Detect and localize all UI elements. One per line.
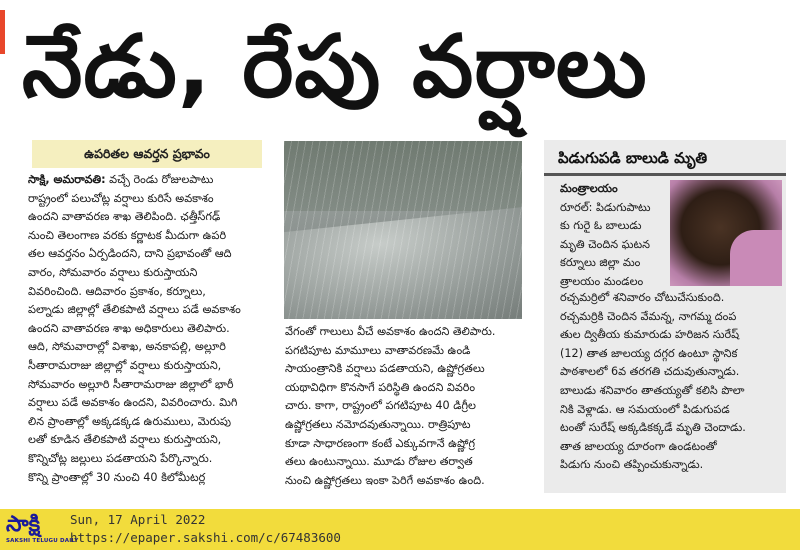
left-line: వివరించింది. ఆదివారం ప్రకాశం, కర్నూలు, bbox=[28, 284, 206, 298]
sidebar-line: టంతో సురేష్ అక్కడికక్కడే మృతి చెందాడు. bbox=[560, 421, 746, 435]
sidebar-line: (12) తాత జాలయ్య దగ్గర ఉంటూ స్థానిక bbox=[560, 346, 738, 360]
footer-bar bbox=[0, 509, 800, 550]
left-line: నుంచి తెలంగాణ వరకు కర్ణాటక మీదుగా ఉపరి bbox=[28, 228, 227, 242]
sidebar-wide-text bbox=[560, 289, 776, 475]
left-accent-bar bbox=[0, 10, 5, 54]
sidebar-line: కర్నూలు జిల్లా మం bbox=[560, 256, 641, 270]
rain-photo bbox=[284, 141, 522, 319]
sidebar-title: పిడుగుపడి బాలుడి మృతి bbox=[558, 149, 708, 167]
middle-line: వేగంతో గాలులు వీచే అవకాశం ఉందని తెలిపారు. bbox=[285, 325, 496, 338]
left-line: కొన్నిచోట్ల జల్లులు పడతాయని పేర్కొన్నారు. bbox=[28, 451, 213, 465]
dateline: సాక్షి, అమరావతి: bbox=[28, 173, 106, 186]
sidebar-line: రచ్చమర్రికి చెందిన వేమన్న, నాగమ్మ దంప bbox=[560, 309, 737, 323]
left-line: వారం, సోమవారం వర్షాలు కురుస్తాయని bbox=[28, 265, 198, 279]
sidebar-line: రచ్చమర్రిలో శనివారం చోటుచేసుకుంది. bbox=[560, 291, 725, 304]
sidebar-line: రూరల్: పిడుగుపాటు bbox=[560, 200, 651, 214]
publication-date: Sun, 17 April 2022 bbox=[70, 512, 206, 527]
sidebar-line: తాత జాలయ్య దూరంగా ఉండటంతో bbox=[560, 439, 717, 453]
sidebar-narrow-text bbox=[560, 180, 665, 292]
sidebar-line: మృతి చెందిన ఘటన bbox=[560, 237, 650, 251]
logo-text: సాక్షి bbox=[6, 512, 41, 537]
left-line: సీతారామరాజు జిల్లాల్లో వర్షాలు కురుస్తాయని, bbox=[28, 358, 222, 372]
left-line: వర్షాలు పడే అవకాశం ఉందని, వివరించారు. మిగి bbox=[28, 396, 238, 410]
logo-subtitle: SAKSHI TELUGU DAILY bbox=[6, 538, 79, 544]
middle-line: యథావిధిగా కొనసాగే పరిస్థితి ఉందని వివరిం bbox=[285, 380, 476, 394]
left-line: పల్నాడు జిల్లాల్లో తేలికపాటి వర్షాలు పడే అవకాశం bbox=[28, 303, 241, 317]
middle-line: కూడా సాధారణంగా కంటే ఎక్కువగానే ఉష్ణోగ్ర bbox=[285, 436, 475, 450]
sidebar-line: నికి వెళ్లాడు. ఆ సమయంలో పిడుగుపడ bbox=[560, 402, 730, 416]
left-line: ఉందని వాతావరణ శాఖ అధికారులు తెలిపారు. bbox=[28, 321, 230, 335]
sidebar-line: పిడుగు నుంచి తప్పించుకున్నాడు. bbox=[560, 458, 704, 472]
middle-line: తలు ఉంటున్నాయి. మూడు రోజుల తర్వాత bbox=[285, 455, 473, 469]
sidebar-article bbox=[544, 140, 786, 493]
left-line: తల ఆవర్తనం ఏర్పడిందని, దాని ప్రభావంతో ఆది bbox=[28, 247, 232, 261]
middle-line: ఉష్ణోగ్రతలు నమోదవుతున్నాయి. రాత్రిపూట bbox=[285, 417, 471, 431]
left-line: లతో కూడిన తేలికపాటి వర్షాలు కురుస్తాయని, bbox=[28, 433, 222, 447]
sidebar-line: పాఠశాలలో 6వ తరగతి చదువుతున్నాడు. bbox=[560, 365, 740, 379]
middle-line: చారు. కాగా, రాష్ట్రంలో పగటిపూట 40 డిగ్రీల bbox=[285, 399, 476, 413]
middle-article-column bbox=[285, 323, 523, 493]
sidebar-line: కు గురై ఓ బాలుడు bbox=[560, 219, 642, 233]
middle-line: పగటిపూట మామూలు వాతావరణమే ఉండి bbox=[285, 343, 471, 357]
left-line: లిన ప్రాంతాల్లో అక్కడక్కడ ఉరుములు, మెరుపు bbox=[28, 414, 232, 428]
subheading: ఉపరితల ఆవర్తన ప్రభావం bbox=[32, 140, 262, 168]
sidebar-line: తుల ద్వితీయ కుమారుడు హరిజన సురేష్ bbox=[560, 328, 740, 342]
left-article-column bbox=[28, 171, 274, 491]
middle-line: నుంచి ఉష్ణోగ్రతలు ఇంకా పెరిగే అవకాశం ఉంది. bbox=[285, 473, 485, 487]
left-line: కొన్ని ప్రాంతాల్లో 30 నుంచి 40 కిలోమీటర్ల bbox=[28, 470, 206, 484]
left-line: సాక్షి, అమరావతి: వచ్చే రెండు రోజులపాటు bbox=[28, 173, 214, 186]
boy-photo bbox=[670, 180, 782, 286]
left-line: రాష్ట్రంలో పలుచోట్ల వర్షాలు కురిసే అవకాశం bbox=[28, 191, 214, 205]
epaper-url[interactable]: https://epaper.sakshi.com/c/67483600 bbox=[70, 530, 341, 545]
sidebar-line: బాలుడు శనివారం తాతయ్యతో కలిసి పొలా bbox=[560, 383, 745, 397]
photo-rain-streaks bbox=[284, 141, 522, 319]
headline: నేడు, రేపు వర్షాలు bbox=[22, 17, 648, 117]
left-line: సోమవారం అల్లూరి సీతారామరాజు జిల్లాలో భారీ bbox=[28, 377, 234, 391]
middle-line: సాయంత్రానికి వర్షాలు పడతాయని, ఉష్ణోగ్రతలు bbox=[285, 362, 485, 376]
sidebar-line: త్రాలయం మండలం bbox=[560, 274, 644, 288]
sidebar-divider bbox=[544, 173, 786, 176]
sakshi-logo bbox=[4, 511, 79, 548]
left-line: ఉందని వాతావరణ శాఖ తెలిపింది. ఛత్తీస్‌గఢ్ bbox=[28, 210, 221, 224]
sidebar-line: మంత్రాలయం bbox=[560, 182, 618, 195]
left-line: ఆది, సోమవారాల్లో విశాఖ, అనకాపల్లి, అల్లూరి bbox=[28, 340, 226, 354]
photo-cloth bbox=[730, 230, 782, 286]
